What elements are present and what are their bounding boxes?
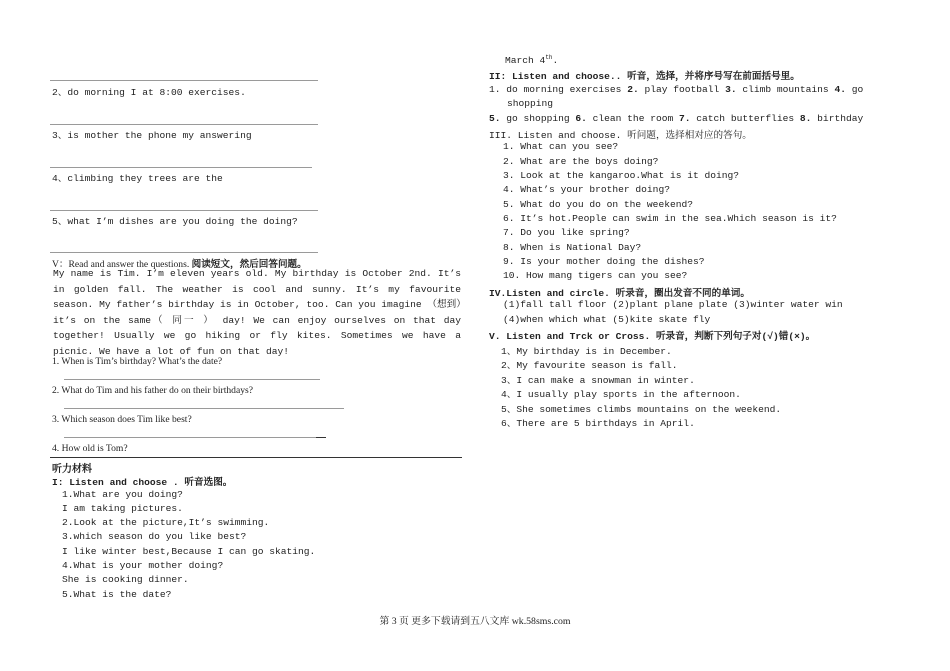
- ordering-item-3: 3、is mother the phone my answering: [52, 130, 252, 141]
- part2-heading: II: Listen and choose.. 听音，选择，并将序号写在前面括号里。: [489, 71, 800, 82]
- part2-num: 8.: [799, 113, 812, 124]
- part5-item: 6、There are 5 birthdays in April.: [501, 418, 695, 429]
- part2-text: catch butterflies: [690, 113, 800, 124]
- part5-item: 5、She sometimes climbs mountains on the weekend.: [501, 404, 782, 415]
- listening-item: 2.Look at the picture,It’s swimming.: [62, 517, 270, 528]
- part3-heading: III. Listen and choose. 听问题，选择相对应的答句。: [489, 130, 752, 141]
- part3-item: 4. What’s your brother doing?: [503, 184, 670, 195]
- reading-heading-en: V：Read and answer the questions.: [52, 259, 192, 270]
- answer-line: [50, 124, 318, 125]
- page-footer: 第 3 页 更多下载请到五八文库 wk.58sms.com: [379, 616, 571, 627]
- part2-text: 1. do morning exercises: [489, 84, 628, 95]
- answer-line: [64, 437, 326, 438]
- answer-line: [50, 80, 318, 81]
- part3-item: 8. When is National Day?: [503, 242, 642, 253]
- part3-item: 6. It’s hot.People can swim in the sea.Which season is it?: [503, 213, 837, 224]
- part2-text: play football: [638, 84, 726, 95]
- part2-num: 6.: [575, 113, 587, 124]
- question-4: 4. How old is Tom?: [52, 443, 128, 454]
- part3-item: 3. Look at the kangaroo.What is it doing?: [503, 170, 740, 181]
- listening-item: She is cooking dinner.: [62, 574, 189, 585]
- part2-num: 5.: [489, 113, 501, 124]
- part2-num: 2.: [627, 84, 639, 95]
- date-line: March 4th.: [505, 54, 559, 67]
- answer-line: [50, 167, 312, 168]
- listening-title: 听力材料: [52, 464, 92, 475]
- date-suffix: th: [545, 54, 553, 61]
- passage-text: My name is Tim. I’m eleven years old. My birthday is October 2nd. It’s in golden fall. The weather is cool and sunny. It’s my favourite season. My father’s birthday is in October, too. Can you imagine （想到）it’s on the same（ 同一 ） day! We can enjoy ourselves on that day together! Usually we go hiking or fly kites. Sometimes we have a picnic. We have a lot of fun on that day!: [53, 268, 461, 357]
- date-text: March 4: [505, 55, 546, 67]
- part3-item: 9. Is your mother doing the dishes?: [503, 256, 705, 267]
- answer-line: [64, 379, 320, 380]
- part3-item: 7. Do you like spring?: [503, 227, 630, 238]
- question-1: 1. When is Tim’s birthday? What’s the date?: [52, 356, 223, 367]
- ordering-item-2: 2、do morning I at 8:00 exercises.: [52, 87, 246, 98]
- part5-item: 3、I can make a snowman in winter.: [501, 375, 695, 386]
- listening-item: I am taking pictures.: [62, 503, 183, 514]
- part3-item: 1. What can you see?: [503, 141, 619, 152]
- listening-part1-heading: I: Listen and choose . 听音选图。: [52, 477, 233, 488]
- listening-item: 5.What is the date?: [62, 589, 172, 600]
- part2-num: 7.: [679, 113, 691, 124]
- part5-heading: V. Listen and Trck or Cross. 听录音，判断下列句子对(√)错(×)。: [489, 331, 816, 342]
- part2-num: 4.: [834, 84, 846, 95]
- part4-line1: (1)fall tall floor (2)plant plane plate (3)winter water win: [503, 299, 843, 310]
- part4-heading: IV.Listen and circle. 听录音，圈出发音不同的单词。: [489, 288, 750, 299]
- part2-line1: [489, 84, 863, 95]
- part5-item: 4、I usually play sports in the afternoon.: [501, 389, 741, 400]
- part3-item: 10. How mang tigers can you see?: [503, 270, 688, 281]
- part2-line2: shopping: [507, 98, 554, 109]
- part3-item: 5. What do you do on the weekend?: [503, 199, 693, 210]
- part2-text: go shopping: [500, 113, 576, 124]
- question-3: 3. Which season does Tim like best?: [52, 414, 192, 425]
- part5-item: 2、My favourite season is fall.: [501, 360, 678, 371]
- part5-item: 1、My birthday is in December.: [501, 346, 672, 357]
- question-2: 2. What do Tim and his father do on their birthdays?: [52, 385, 253, 396]
- listening-item: 3.which season do you like best?: [62, 531, 247, 542]
- answer-line: [64, 408, 344, 409]
- answer-line: [50, 252, 318, 253]
- part4-line2: (4)when which what (5)kite skate fly: [503, 314, 711, 325]
- reading-heading-cn: 阅读短文，然后回答问题。: [191, 259, 307, 270]
- part2-text: clean the room: [586, 113, 679, 124]
- listening-item: I like winter best,Because I can go skating.: [62, 546, 316, 557]
- part2-text: birthday: [811, 113, 864, 124]
- part2-text: climb mountains: [736, 84, 835, 95]
- ordering-item-5: 5、what I’m dishes are you doing the doing?: [52, 216, 298, 227]
- part2-line3: [489, 113, 863, 124]
- listening-item: 1.What are you doing?: [62, 489, 183, 500]
- ordering-item-4: 4、climbing they trees are the: [52, 173, 223, 184]
- part2-text: go: [845, 84, 864, 95]
- answer-line-mark: [316, 437, 326, 438]
- section-divider: [50, 457, 462, 458]
- listening-item: 4.What is your mother doing?: [62, 560, 224, 571]
- answer-line: [50, 210, 318, 211]
- part3-item: 2. What are the boys doing?: [503, 156, 659, 167]
- part2-num: 3.: [725, 84, 737, 95]
- reading-passage: [53, 266, 461, 359]
